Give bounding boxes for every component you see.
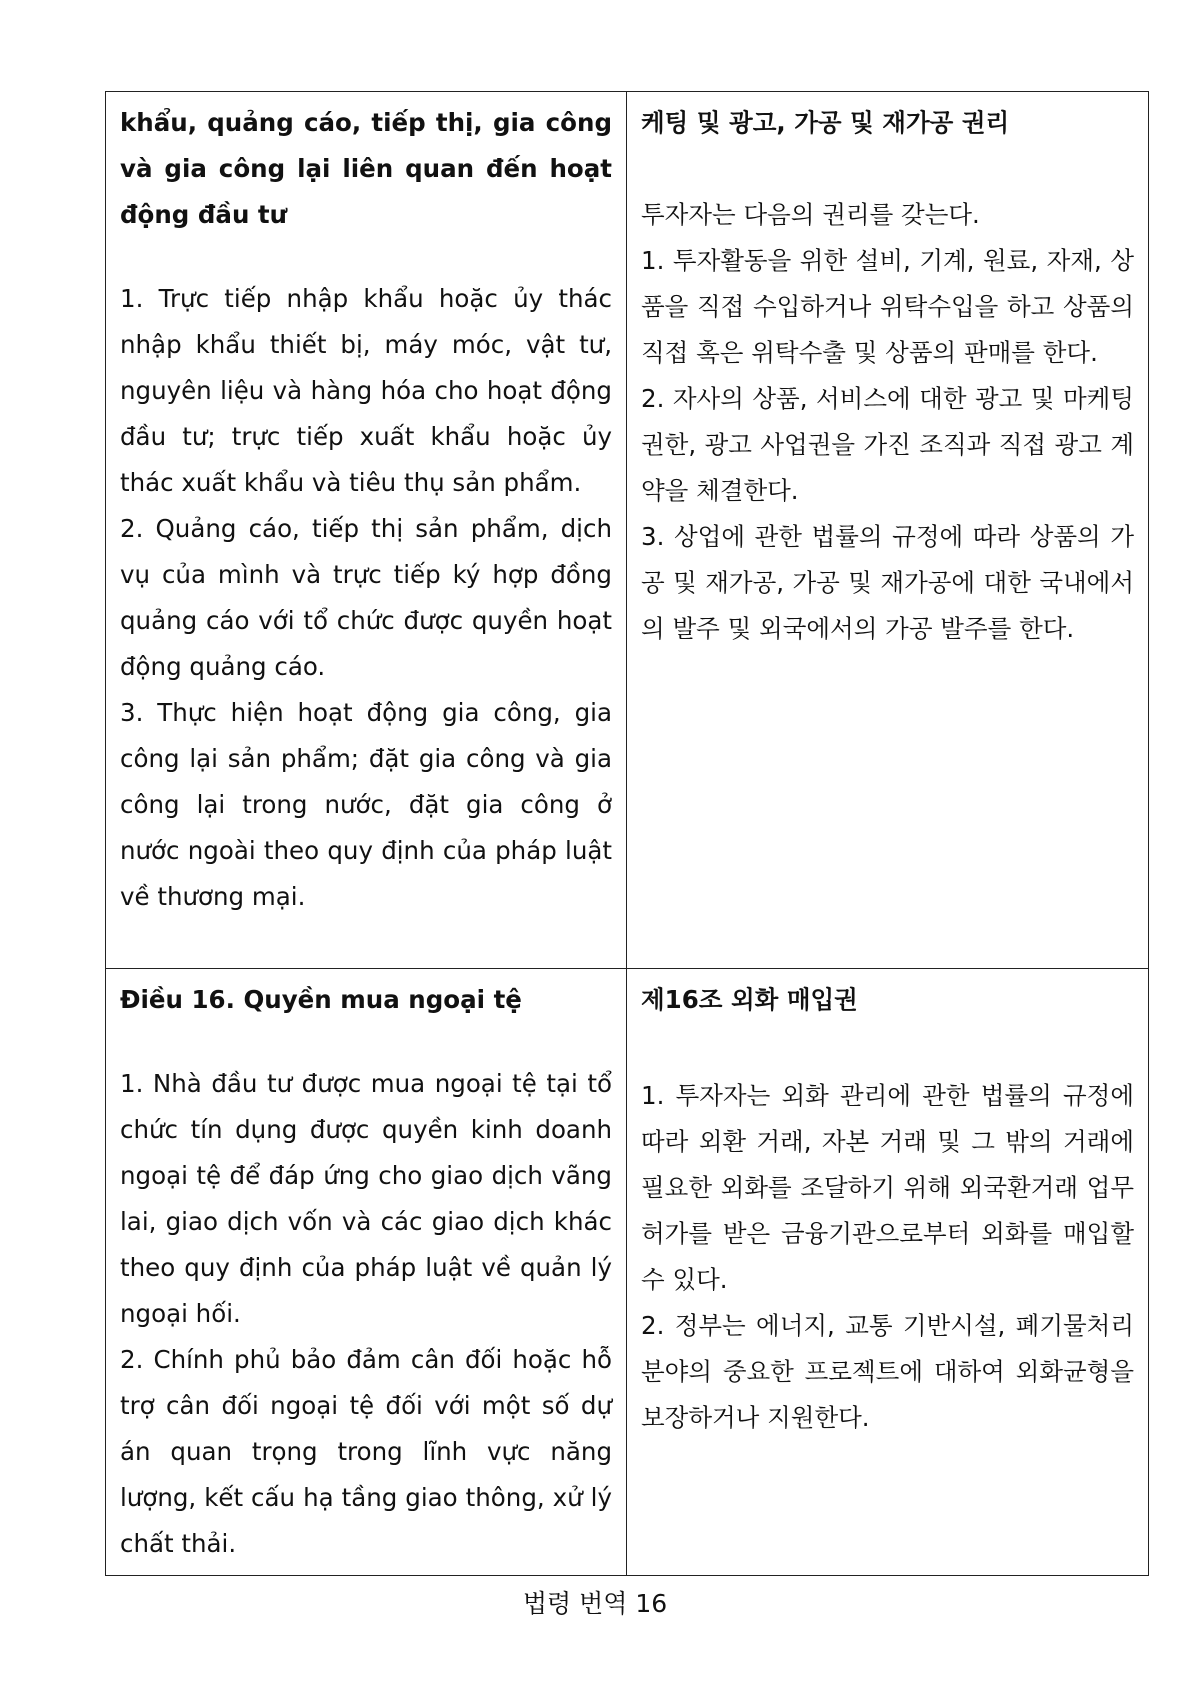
vietnamese-cell bbox=[106, 92, 627, 969]
vi-clause-2: 2. Chính phủ bảo đảm cân đối hoặc hỗ trợ cân đối ngoại tệ đối với một số dự án quan trọng trong lĩnh vực năng lượng, kết cấu hạ tầng giao thông, xử lý chất thải. bbox=[120, 1345, 612, 1558]
ko-clause-2: 2. 정부는 에너지, 교통 기반시설, 폐기물처리 분야의 중요한 프로젝트에 대하여 외화균형을 보장하거나 지원한다. bbox=[641, 1311, 1134, 1432]
vi-clause-1: 1. Nhà đầu tư được mua ngoại tệ tại tổ chức tín dụng được quyền kinh doanh ngoại tệ để đáp ứng cho giao dịch vãng lai, giao dịch vốn và các giao dịch khác theo quy định của pháp luật về quản lý ngoại hối. bbox=[120, 1069, 612, 1328]
vi-clause-3: 3. Thực hiện hoạt động gia công, gia công lại sản phẩm; đặt gia công và gia công lại trong nước, đặt gia công ở nước ngoài theo quy định của pháp luật về thương mại. bbox=[120, 698, 612, 911]
vi-article-heading: Điều 16. Quyền mua ngoại tệ bbox=[120, 985, 522, 1014]
page-footer: 법령 번역 16 bbox=[522, 1589, 668, 1618]
translation-table bbox=[105, 91, 1149, 1576]
ko-clause-2: 2. 자사의 상품, 서비스에 대한 광고 및 마케팅 권한, 광고 사업권을 가진 조직과 직접 광고 계약을 체결한다. bbox=[641, 384, 1134, 505]
table-row-article-16 bbox=[106, 969, 1149, 1576]
ko-article-heading: 제16조 외화 매입권 bbox=[641, 985, 858, 1014]
ko-article-heading: 케팅 및 광고, 가공 및 재가공 권리 bbox=[641, 108, 1010, 137]
ko-intro: 투자자는 다음의 권리를 갖는다. bbox=[641, 200, 980, 229]
ko-clause-3: 3. 상업에 관한 법률의 규정에 따라 상품의 가공 및 재가공, 가공 및 재가공에 대한 국내에서의 발주 및 외국에서의 가공 발주를 한다. bbox=[641, 522, 1134, 643]
vi-clause-1: 1. Trực tiếp nhập khẩu hoặc ủy thác nhập khẩu thiết bị, máy móc, vật tư, nguyên liệu và hàng hóa cho hoạt động đầu tư; trực tiếp xuất khẩu hoặc ủy thác xuất khẩu và tiêu thụ sản phẩm. bbox=[120, 284, 612, 497]
vi-article-heading: khẩu, quảng cáo, tiếp thị, gia công và gia công lại liên quan đến hoạt động đầu tư bbox=[120, 108, 612, 229]
korean-cell bbox=[627, 969, 1149, 1576]
vi-clause-2: 2. Quảng cáo, tiếp thị sản phẩm, dịch vụ của mình và trực tiếp ký hợp đồng quảng cáo với tổ chức được quyền hoạt động quảng cáo. bbox=[120, 514, 612, 681]
vietnamese-cell bbox=[106, 969, 627, 1576]
korean-cell bbox=[627, 92, 1149, 969]
ko-clause-1: 1. 투자활동을 위한 설비, 기계, 원료, 자재, 상품을 직접 수입하거나 위탁수입을 하고 상품의 직접 혹은 위탁수출 및 상품의 판매를 한다. bbox=[641, 246, 1134, 367]
ko-clause-1: 1. 투자자는 외화 관리에 관한 법률의 규정에 따라 외환 거래, 자본 거래 및 그 밖의 거래에 필요한 외화를 조달하기 위해 외국환거래 업무 허가를 받은 금융기관으로부터 외화를 매입할 수 있다. bbox=[641, 1081, 1134, 1294]
table-row-article-15 bbox=[106, 92, 1149, 969]
